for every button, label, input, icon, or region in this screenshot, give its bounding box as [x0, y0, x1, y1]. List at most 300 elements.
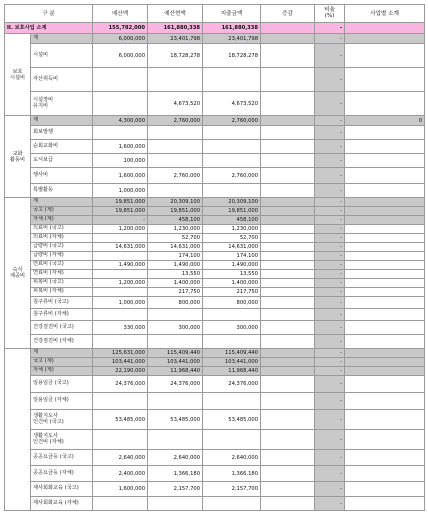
row-budget-current	[148, 140, 203, 154]
row-increase	[261, 234, 315, 243]
group-label: 보호 시설비	[5, 34, 31, 116]
row-increase	[261, 358, 315, 367]
row-label: 연료비 (자체)	[31, 270, 93, 279]
row-expenditure: 2,760,000	[203, 168, 261, 184]
row-expenditure: 14,631,000	[203, 243, 261, 252]
row-expenditure: 1,400,000	[203, 279, 261, 288]
row-increase	[261, 207, 315, 216]
row-ratio: -	[315, 367, 345, 376]
row-label: 국고 (계)	[31, 358, 93, 367]
header-row	[5, 5, 425, 23]
row-ratio: -	[315, 140, 345, 154]
row-ratio: -	[315, 376, 345, 393]
total-ratio: -	[315, 23, 345, 34]
row-budget-current: 458,100	[148, 216, 203, 225]
row-budget-current: 2,640,000	[148, 450, 203, 466]
total-increase	[261, 23, 315, 34]
row-label: 국고 (계)	[31, 207, 93, 216]
row-budget	[93, 335, 148, 349]
row-budget: 1,600,000	[93, 140, 148, 154]
row-ratio: -	[315, 482, 345, 497]
header-budget: 예산액	[93, 5, 148, 23]
row-note	[345, 126, 425, 140]
row-budget: 103,441,000	[93, 358, 148, 367]
row-increase	[261, 126, 315, 140]
row-budget	[93, 288, 148, 297]
row-budget-current: 52,700	[148, 234, 203, 243]
row-ratio: -	[315, 207, 345, 216]
row-note	[345, 184, 425, 198]
row-budget-current: 300,000	[148, 321, 203, 335]
row-budget-current: 1,230,000	[148, 225, 203, 234]
row-expenditure	[203, 68, 261, 92]
row-budget-current: 20,309,100	[148, 198, 203, 207]
row-increase	[261, 297, 315, 309]
table-row	[5, 198, 425, 207]
row-ratio: -	[315, 497, 345, 511]
row-budget: 1,200,000	[93, 279, 148, 288]
row-budget-current	[148, 497, 203, 511]
row-label: 시설비	[31, 44, 93, 68]
row-label: 자체 (계)	[31, 216, 93, 225]
table-row	[5, 349, 425, 358]
row-budget: 19,851,000	[93, 207, 148, 216]
row-ratio: -	[315, 261, 345, 270]
header-increase: 증감	[261, 5, 315, 23]
total-row	[5, 23, 425, 34]
row-budget: 125,631,000	[93, 349, 148, 358]
row-ratio: -	[315, 184, 345, 198]
row-budget-current: 103,441,000	[148, 358, 203, 367]
row-note	[345, 349, 425, 358]
row-budget-current	[148, 68, 203, 92]
table-row	[5, 126, 425, 140]
row-label: 공공요금등 (국고)	[31, 450, 93, 466]
row-budget: 19,851,000	[93, 198, 148, 207]
total-expenditure: 161,880,338	[203, 23, 261, 34]
row-note	[345, 288, 425, 297]
row-ratio: -	[315, 358, 345, 367]
row-label: 건강검진비 (국고)	[31, 321, 93, 335]
row-budget: 53,485,000	[93, 410, 148, 430]
row-increase	[261, 261, 315, 270]
row-note	[345, 321, 425, 335]
row-note	[345, 270, 425, 279]
table-row	[5, 92, 425, 116]
group-label: 숙식 제공비	[5, 198, 31, 349]
row-budget-current	[148, 335, 203, 349]
row-ratio: -	[315, 410, 345, 430]
row-label: 계	[31, 349, 93, 358]
row-ratio: -	[315, 216, 345, 225]
row-note	[345, 450, 425, 466]
row-label: 자체 (계)	[31, 367, 93, 376]
row-expenditure: 11,968,440	[203, 367, 261, 376]
table-row	[5, 288, 425, 297]
header-note: 사업별 소계	[345, 5, 425, 23]
row-ratio: -	[315, 44, 345, 68]
row-budget-current: 13,550	[148, 270, 203, 279]
row-expenditure: 20,309,100	[203, 198, 261, 207]
row-budget: 22,190,000	[93, 367, 148, 376]
total-budget-current: 161,880,338	[148, 23, 203, 34]
row-note	[345, 216, 425, 225]
row-increase	[261, 68, 315, 92]
row-expenditure	[203, 393, 261, 410]
row-ratio: -	[315, 168, 345, 184]
row-budget-current	[148, 154, 203, 168]
row-budget-current: 53,485,000	[148, 410, 203, 430]
row-expenditure: 1,366,180	[203, 466, 261, 482]
row-budget: 4,300,000	[93, 116, 148, 126]
row-ratio: -	[315, 68, 345, 92]
row-label: 급량비 (자체)	[31, 252, 93, 261]
table-row	[5, 243, 425, 252]
row-budget	[93, 393, 148, 410]
row-expenditure: 2,640,000	[203, 450, 261, 466]
group-label	[5, 349, 31, 511]
row-budget-current: 4,673,520	[148, 92, 203, 116]
row-note	[345, 309, 425, 321]
row-label: 연료비 (국고)	[31, 261, 93, 270]
row-note	[345, 497, 425, 511]
table-row	[5, 207, 425, 216]
row-budget: 14,631,000	[93, 243, 148, 252]
table-row	[5, 168, 425, 184]
row-label: 침구류비 (국고)	[31, 297, 93, 309]
row-budget-current: 1,400,000	[148, 279, 203, 288]
row-expenditure: 103,441,000	[203, 358, 261, 367]
row-increase	[261, 497, 315, 511]
budget-table-sheet	[4, 4, 424, 528]
row-ratio: -	[315, 198, 345, 207]
table-row	[5, 450, 425, 466]
row-note	[345, 140, 425, 154]
table-row	[5, 497, 425, 511]
row-budget	[93, 92, 148, 116]
row-label: 자산취득비	[31, 68, 93, 92]
header-category: 구 분	[5, 5, 93, 23]
row-note	[345, 92, 425, 116]
row-increase	[261, 154, 315, 168]
row-note	[345, 393, 425, 410]
row-label: 순회교화비	[31, 140, 93, 154]
row-expenditure: 1,490,000	[203, 261, 261, 270]
row-ratio: -	[315, 466, 345, 482]
row-note	[345, 410, 425, 430]
row-budget: 6,000,000	[93, 34, 148, 44]
row-expenditure: 174,100	[203, 252, 261, 261]
row-note	[345, 168, 425, 184]
table-row	[5, 376, 425, 393]
row-label: 재사회화교육 (자체)	[31, 497, 93, 511]
row-label: 일용임금 (국고)	[31, 376, 93, 393]
row-budget-current: 24,376,000	[148, 376, 203, 393]
row-budget	[93, 270, 148, 279]
row-ratio: -	[315, 154, 345, 168]
row-ratio: -	[315, 450, 345, 466]
row-note	[345, 430, 425, 450]
table-row	[5, 116, 425, 126]
row-budget-current	[148, 126, 203, 140]
row-increase	[261, 34, 315, 44]
row-label: 건강검진비 (자체)	[31, 335, 93, 349]
table-row	[5, 367, 425, 376]
group-label: 교화 활동비	[5, 116, 31, 198]
row-ratio: -	[315, 243, 345, 252]
row-increase	[261, 288, 315, 297]
row-label: 특별활동	[31, 184, 93, 198]
row-label: 생활지도사 인건비 (자체)	[31, 430, 93, 450]
row-ratio: -	[315, 116, 345, 126]
table-row	[5, 466, 425, 482]
row-expenditure: 2,760,000	[203, 116, 261, 126]
row-note	[345, 482, 425, 497]
row-budget-current	[148, 430, 203, 450]
row-expenditure: 300,000	[203, 321, 261, 335]
row-budget-current: 800,000	[148, 297, 203, 309]
row-expenditure: 23,401,798	[203, 34, 261, 44]
row-expenditure: 2,157,700	[203, 482, 261, 497]
row-expenditure: 1,230,000	[203, 225, 261, 234]
row-note	[345, 376, 425, 393]
table-row	[5, 184, 425, 198]
row-ratio: -	[315, 252, 345, 261]
row-budget-current: 2,157,700	[148, 482, 203, 497]
row-ratio: -	[315, 335, 345, 349]
row-increase	[261, 225, 315, 234]
budget-table	[4, 4, 425, 511]
row-increase	[261, 321, 315, 335]
table-row	[5, 279, 425, 288]
row-expenditure	[203, 430, 261, 450]
row-budget	[93, 309, 148, 321]
row-budget: 2,400,000	[93, 466, 148, 482]
table-row	[5, 335, 425, 349]
row-label: 도서보급	[31, 154, 93, 168]
row-budget-current: 174,100	[148, 252, 203, 261]
row-note	[345, 335, 425, 349]
table-row	[5, 393, 425, 410]
row-note	[345, 252, 425, 261]
table-row	[5, 482, 425, 497]
row-ratio: -	[315, 321, 345, 335]
row-increase	[261, 140, 315, 154]
row-expenditure: 53,485,000	[203, 410, 261, 430]
row-increase	[261, 216, 315, 225]
table-row	[5, 430, 425, 450]
row-note	[345, 358, 425, 367]
header-ratio: 비율 (%)	[315, 5, 345, 23]
row-note	[345, 367, 425, 376]
row-expenditure	[203, 335, 261, 349]
row-increase	[261, 450, 315, 466]
row-note	[345, 234, 425, 243]
row-expenditure: 52,700	[203, 234, 261, 243]
row-budget-current	[148, 393, 203, 410]
table-row	[5, 140, 425, 154]
table-row	[5, 410, 425, 430]
row-ratio: -	[315, 126, 345, 140]
row-increase	[261, 252, 315, 261]
row-budget-current: 1,366,180	[148, 466, 203, 482]
row-expenditure: 13,550	[203, 270, 261, 279]
row-budget: 1,000,000	[93, 184, 148, 198]
row-increase	[261, 270, 315, 279]
row-ratio: -	[315, 393, 345, 410]
row-ratio: -	[315, 309, 345, 321]
row-increase	[261, 482, 315, 497]
row-budget	[93, 497, 148, 511]
row-note	[345, 243, 425, 252]
row-ratio: -	[315, 279, 345, 288]
row-increase	[261, 393, 315, 410]
row-label: 계	[31, 116, 93, 126]
row-expenditure	[203, 497, 261, 511]
row-note	[345, 207, 425, 216]
row-expenditure	[203, 309, 261, 321]
row-label: 일용임금 (자체)	[31, 393, 93, 410]
row-expenditure	[203, 184, 261, 198]
row-ratio: -	[315, 34, 345, 44]
row-increase	[261, 184, 315, 198]
header-budget-current: 예산현액	[148, 5, 203, 23]
row-budget: 330,000	[93, 321, 148, 335]
row-label: 생활지도사 인건비 (국고)	[31, 410, 93, 430]
row-budget: 2,640,000	[93, 450, 148, 466]
row-increase	[261, 335, 315, 349]
row-label: 의료비 (국고)	[31, 225, 93, 234]
header-expenditure: 지출금액	[203, 5, 261, 23]
row-budget	[93, 252, 148, 261]
row-expenditure	[203, 126, 261, 140]
table-row	[5, 261, 425, 270]
row-budget-current	[148, 309, 203, 321]
row-budget	[93, 68, 148, 92]
row-ratio: -	[315, 92, 345, 116]
row-note	[345, 225, 425, 234]
table-row	[5, 309, 425, 321]
row-label: 공공요금등 (자체)	[31, 466, 93, 482]
row-note	[345, 198, 425, 207]
table-row	[5, 358, 425, 367]
row-increase	[261, 279, 315, 288]
row-label: 계	[31, 34, 93, 44]
table-row	[5, 321, 425, 335]
row-increase	[261, 116, 315, 126]
row-budget: -	[93, 216, 148, 225]
row-ratio: -	[315, 234, 345, 243]
row-budget-current: 14,631,000	[148, 243, 203, 252]
table-row	[5, 270, 425, 279]
row-label: 행사비	[31, 168, 93, 184]
row-increase	[261, 410, 315, 430]
row-budget-current: 19,851,000	[148, 207, 203, 216]
row-note	[345, 34, 425, 44]
row-increase	[261, 198, 315, 207]
row-note	[345, 261, 425, 270]
row-budget: 1,000,000	[93, 297, 148, 309]
row-note	[345, 297, 425, 309]
row-expenditure: 18,728,278	[203, 44, 261, 68]
row-budget-current: 23,401,798	[148, 34, 203, 44]
row-increase	[261, 349, 315, 358]
row-note	[345, 68, 425, 92]
row-note	[345, 466, 425, 482]
row-increase	[261, 243, 315, 252]
row-label: 재사회화교육 (국고)	[31, 482, 93, 497]
row-ratio: -	[315, 349, 345, 358]
row-budget: 1,200,000	[93, 225, 148, 234]
row-increase	[261, 309, 315, 321]
table-row	[5, 34, 425, 44]
row-budget-current: 11,968,440	[148, 367, 203, 376]
row-label: 계	[31, 198, 93, 207]
row-increase	[261, 466, 315, 482]
row-increase	[261, 44, 315, 68]
row-expenditure: 800,000	[203, 297, 261, 309]
row-budget: 1,600,000	[93, 482, 148, 497]
row-label: 침구류비 (자체)	[31, 309, 93, 321]
row-ratio: -	[315, 288, 345, 297]
row-budget-current: 18,728,278	[148, 44, 203, 68]
row-increase	[261, 367, 315, 376]
row-budget-current: 217,750	[148, 288, 203, 297]
row-expenditure: 4,673,520	[203, 92, 261, 116]
row-budget	[93, 234, 148, 243]
row-note	[345, 154, 425, 168]
row-budget: 1,490,000	[93, 261, 148, 270]
row-budget: 100,000	[93, 154, 148, 168]
row-expenditure: 115,409,440	[203, 349, 261, 358]
table-row	[5, 44, 425, 68]
row-budget-current	[148, 184, 203, 198]
row-ratio: -	[315, 430, 345, 450]
row-note	[345, 279, 425, 288]
row-budget	[93, 126, 148, 140]
row-budget-current: 1,490,000	[148, 261, 203, 270]
table-row	[5, 154, 425, 168]
table-row	[5, 225, 425, 234]
total-label: II. 보호사업 소계	[5, 23, 93, 34]
row-budget-current: 2,760,000	[148, 168, 203, 184]
row-ratio: -	[315, 297, 345, 309]
row-ratio: -	[315, 270, 345, 279]
row-label: 피복비 (자체)	[31, 288, 93, 297]
total-budget: 155,782,000	[93, 23, 148, 34]
row-label: 급량비 (국고)	[31, 243, 93, 252]
row-expenditure	[203, 154, 261, 168]
row-expenditure	[203, 140, 261, 154]
table-row	[5, 234, 425, 243]
row-expenditure: 217,750	[203, 288, 261, 297]
table-row	[5, 297, 425, 309]
row-increase	[261, 376, 315, 393]
row-note	[345, 44, 425, 68]
row-increase	[261, 92, 315, 116]
row-budget: 24,376,000	[93, 376, 148, 393]
row-increase	[261, 168, 315, 184]
row-label: 피복비 (국고)	[31, 279, 93, 288]
row-label: 의료비 (자체)	[31, 234, 93, 243]
row-expenditure: 458,100	[203, 216, 261, 225]
row-note-extra: 0	[345, 116, 425, 126]
row-budget-current: 2,760,000	[148, 116, 203, 126]
row-budget	[93, 430, 148, 450]
row-increase	[261, 430, 315, 450]
row-label: 회보발행	[31, 126, 93, 140]
table-row	[5, 216, 425, 225]
